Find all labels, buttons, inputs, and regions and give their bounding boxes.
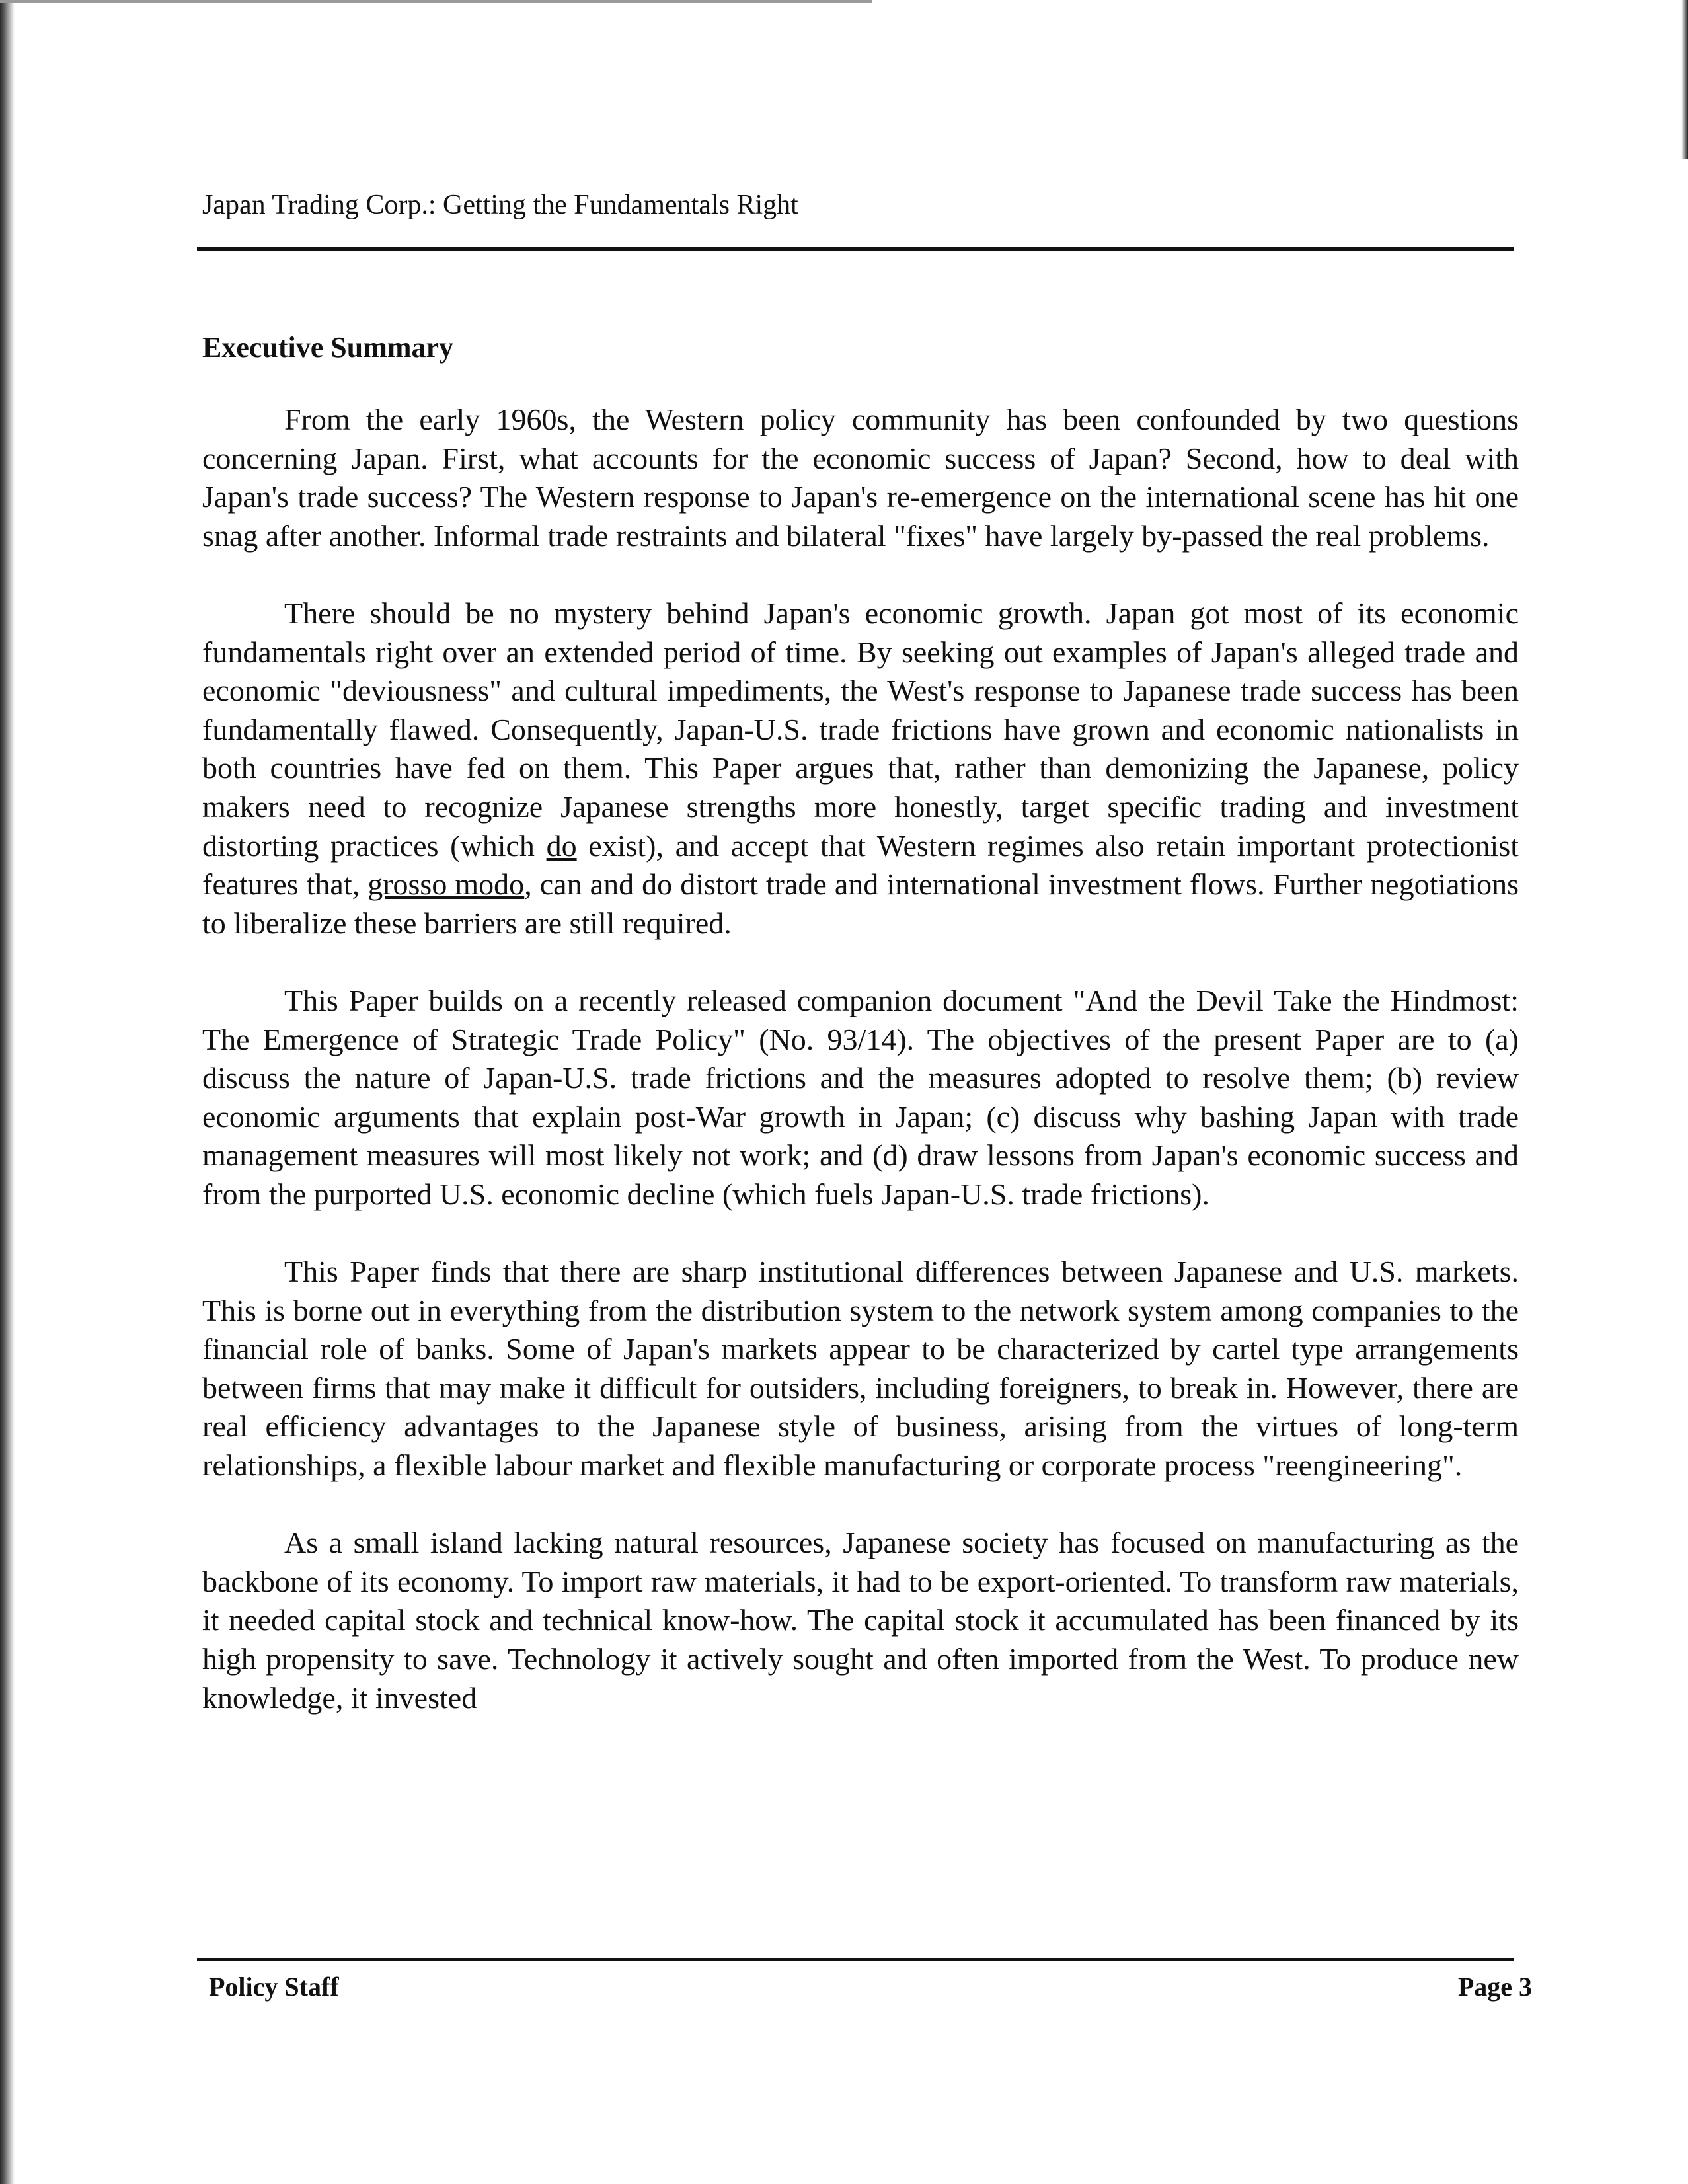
paragraph-2-text-b: exist), and accept that Western regimes also retain important protectionist features that, xyxy=(202,828,1519,902)
paragraph-5: As a small island lacking natural resources, Japanese society has focused on manufacturing as the backbone of its economy. To import raw materials, it had to be export-oriented. To transform raw materials, it needed capital stock and technical know-how. The capital stock it accumulated has been financed by its high propensity to save. Technology it actively sought and often imported from the West. To produce new knowledge, it invested xyxy=(202,1526,1519,1715)
paragraph-3: This Paper builds on a recently released companion document "And the Devil Take the Hindmost: The Emergence of Strategic Trade Policy" (No. 93/14). The objectives of the present Paper are to (a) discuss the nature of Japan-U.S. trade frictions and the measures adopted to resolve them; (b) review economic arguments that explain post-War growth in Japan; (c) discuss why bashing Japan with trade management measures will most likely not work; and (d) draw lessons from Japan's economic success and from the purported U.S. economic decline (which fuels Japan-U.S. trade frictions). xyxy=(202,983,1519,1211)
section-heading: Executive Summary xyxy=(202,331,454,364)
header-rule xyxy=(197,247,1514,251)
paragraph-2-text-a: There should be no mystery behind Japan's economic growth. Japan got most of its economic fundamentals right over an extended period of time. By seeking out examples of Japan's alleged trade and economic "deviousness" and cultural impediments, the West's response to Japanese trade success has been fundamentally flawed. Consequently, Japan-U.S. trade frictions have grown and economic nationalists in both countries have fed on them. This Paper argues that, rather than demonizing the Japanese, policy makers need to recognize Japanese strengths more honestly, target specific trading and investment distorting practices (which xyxy=(202,596,1519,863)
footer-author: Policy Staff xyxy=(209,1972,339,2002)
scan-edge-left xyxy=(0,0,15,2184)
paragraph-4: This Paper finds that there are sharp institutional differences between Japanese and U.S. markets. This is borne out in everything from the distribution system to the network system among companies to the financial role of banks. Some of Japan's markets appear to be characterized by cartel type arrangements between firms that may make it difficult for outsiders, including foreigners, to break in. However, there are real efficiency advantages to the Japanese style of business, arising from the virtues of long-term relationships, a flexible labour market and flexible manufacturing or corporate process "reengineering". xyxy=(202,1255,1519,1483)
paragraph-2 xyxy=(202,594,1519,943)
scan-edge-right xyxy=(1681,0,1688,159)
footer-rule xyxy=(197,1958,1514,1961)
scan-edge-top xyxy=(0,0,872,3)
page-number: Page 3 xyxy=(1457,1972,1532,2002)
body-text xyxy=(202,401,1519,1717)
underlined-emphasis-grosso-modo: grosso modo xyxy=(367,867,525,902)
underlined-emphasis-do: do xyxy=(546,828,577,863)
paragraph-1: From the early 1960s, the Western policy community has been confounded by two questions concerning Japan. First, what accounts for the economic success of Japan? Second, how to deal with Japan's trade success? The Western response to Japan's re-emergence on the international scene has hit one snag after another. Informal trade restraints and bilateral "fixes" have largely by-passed the real problems. xyxy=(202,403,1519,553)
paragraph-2-text-c: , can and do distort trade and international investment flows. Further negotiations to liberalize these barriers are still required. xyxy=(202,867,1519,940)
running-header: Japan Trading Corp.: Getting the Fundamentals Right xyxy=(202,190,798,220)
